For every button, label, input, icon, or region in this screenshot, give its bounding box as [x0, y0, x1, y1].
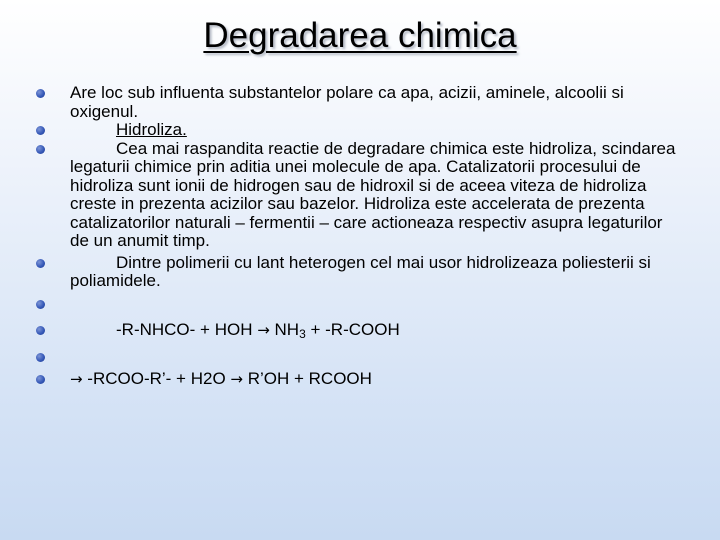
- item-text: Dintre polimerii cu lant heterogen cel mai usor hidrolizeaza poliesterii si poliamidele.: [70, 252, 651, 290]
- slide-title: Degradarea chimica: [203, 16, 517, 55]
- reaction-left: -RCOO-R’- + H2O: [82, 369, 226, 388]
- bullet-list: [36, 84, 676, 389]
- bullet-icon: [36, 326, 45, 335]
- reaction-product: NH: [274, 320, 300, 339]
- reaction-left: -R-NHCO- + HOH: [116, 320, 253, 339]
- right-arrow-icon: →: [70, 370, 83, 388]
- item-text: Hidroliza.: [116, 120, 187, 139]
- reaction-products: R’OH + RCOOH: [242, 369, 372, 388]
- list-item: [36, 254, 676, 291]
- bullet-icon: [36, 89, 45, 98]
- list-item: [36, 321, 676, 340]
- list-item: [36, 370, 676, 389]
- right-arrow-icon: →: [257, 321, 270, 339]
- bullet-icon: [36, 375, 45, 384]
- list-item: [36, 295, 676, 314]
- bullet-icon: [36, 126, 45, 135]
- bullet-icon: [36, 353, 45, 362]
- list-item: [36, 84, 676, 121]
- reaction-tail: + -R-COOH: [305, 320, 400, 339]
- bullet-icon: [36, 259, 45, 268]
- list-item: [36, 348, 676, 367]
- list-item: [36, 121, 676, 140]
- list-item: [36, 140, 676, 251]
- item-text: Cea mai raspandita reactie de degradare chimica este hidroliza, scindarea legaturii chimice prin aditia unei molecule de apa. Catalizatorii procesului de hidroliza sunt ionii de hidrogen sau de hidroxil si de aceea viteza de hidroliza creste in prezenta acizilor sau bazelor. Hidroliza este accelerata de prezenta catalizatorilor naturali – fermentii – care actioneaza respectiv asupra legaturilor de un anumit timp.: [70, 138, 676, 250]
- reaction-subscript: 3: [299, 327, 306, 341]
- bullet-icon: [36, 300, 45, 309]
- right-arrow-icon: →: [230, 370, 243, 388]
- item-text: Are loc sub influenta substantelor polare ca apa, acizii, aminele, alcoolii si oxigenul.: [70, 83, 624, 121]
- bullet-icon: [36, 145, 45, 154]
